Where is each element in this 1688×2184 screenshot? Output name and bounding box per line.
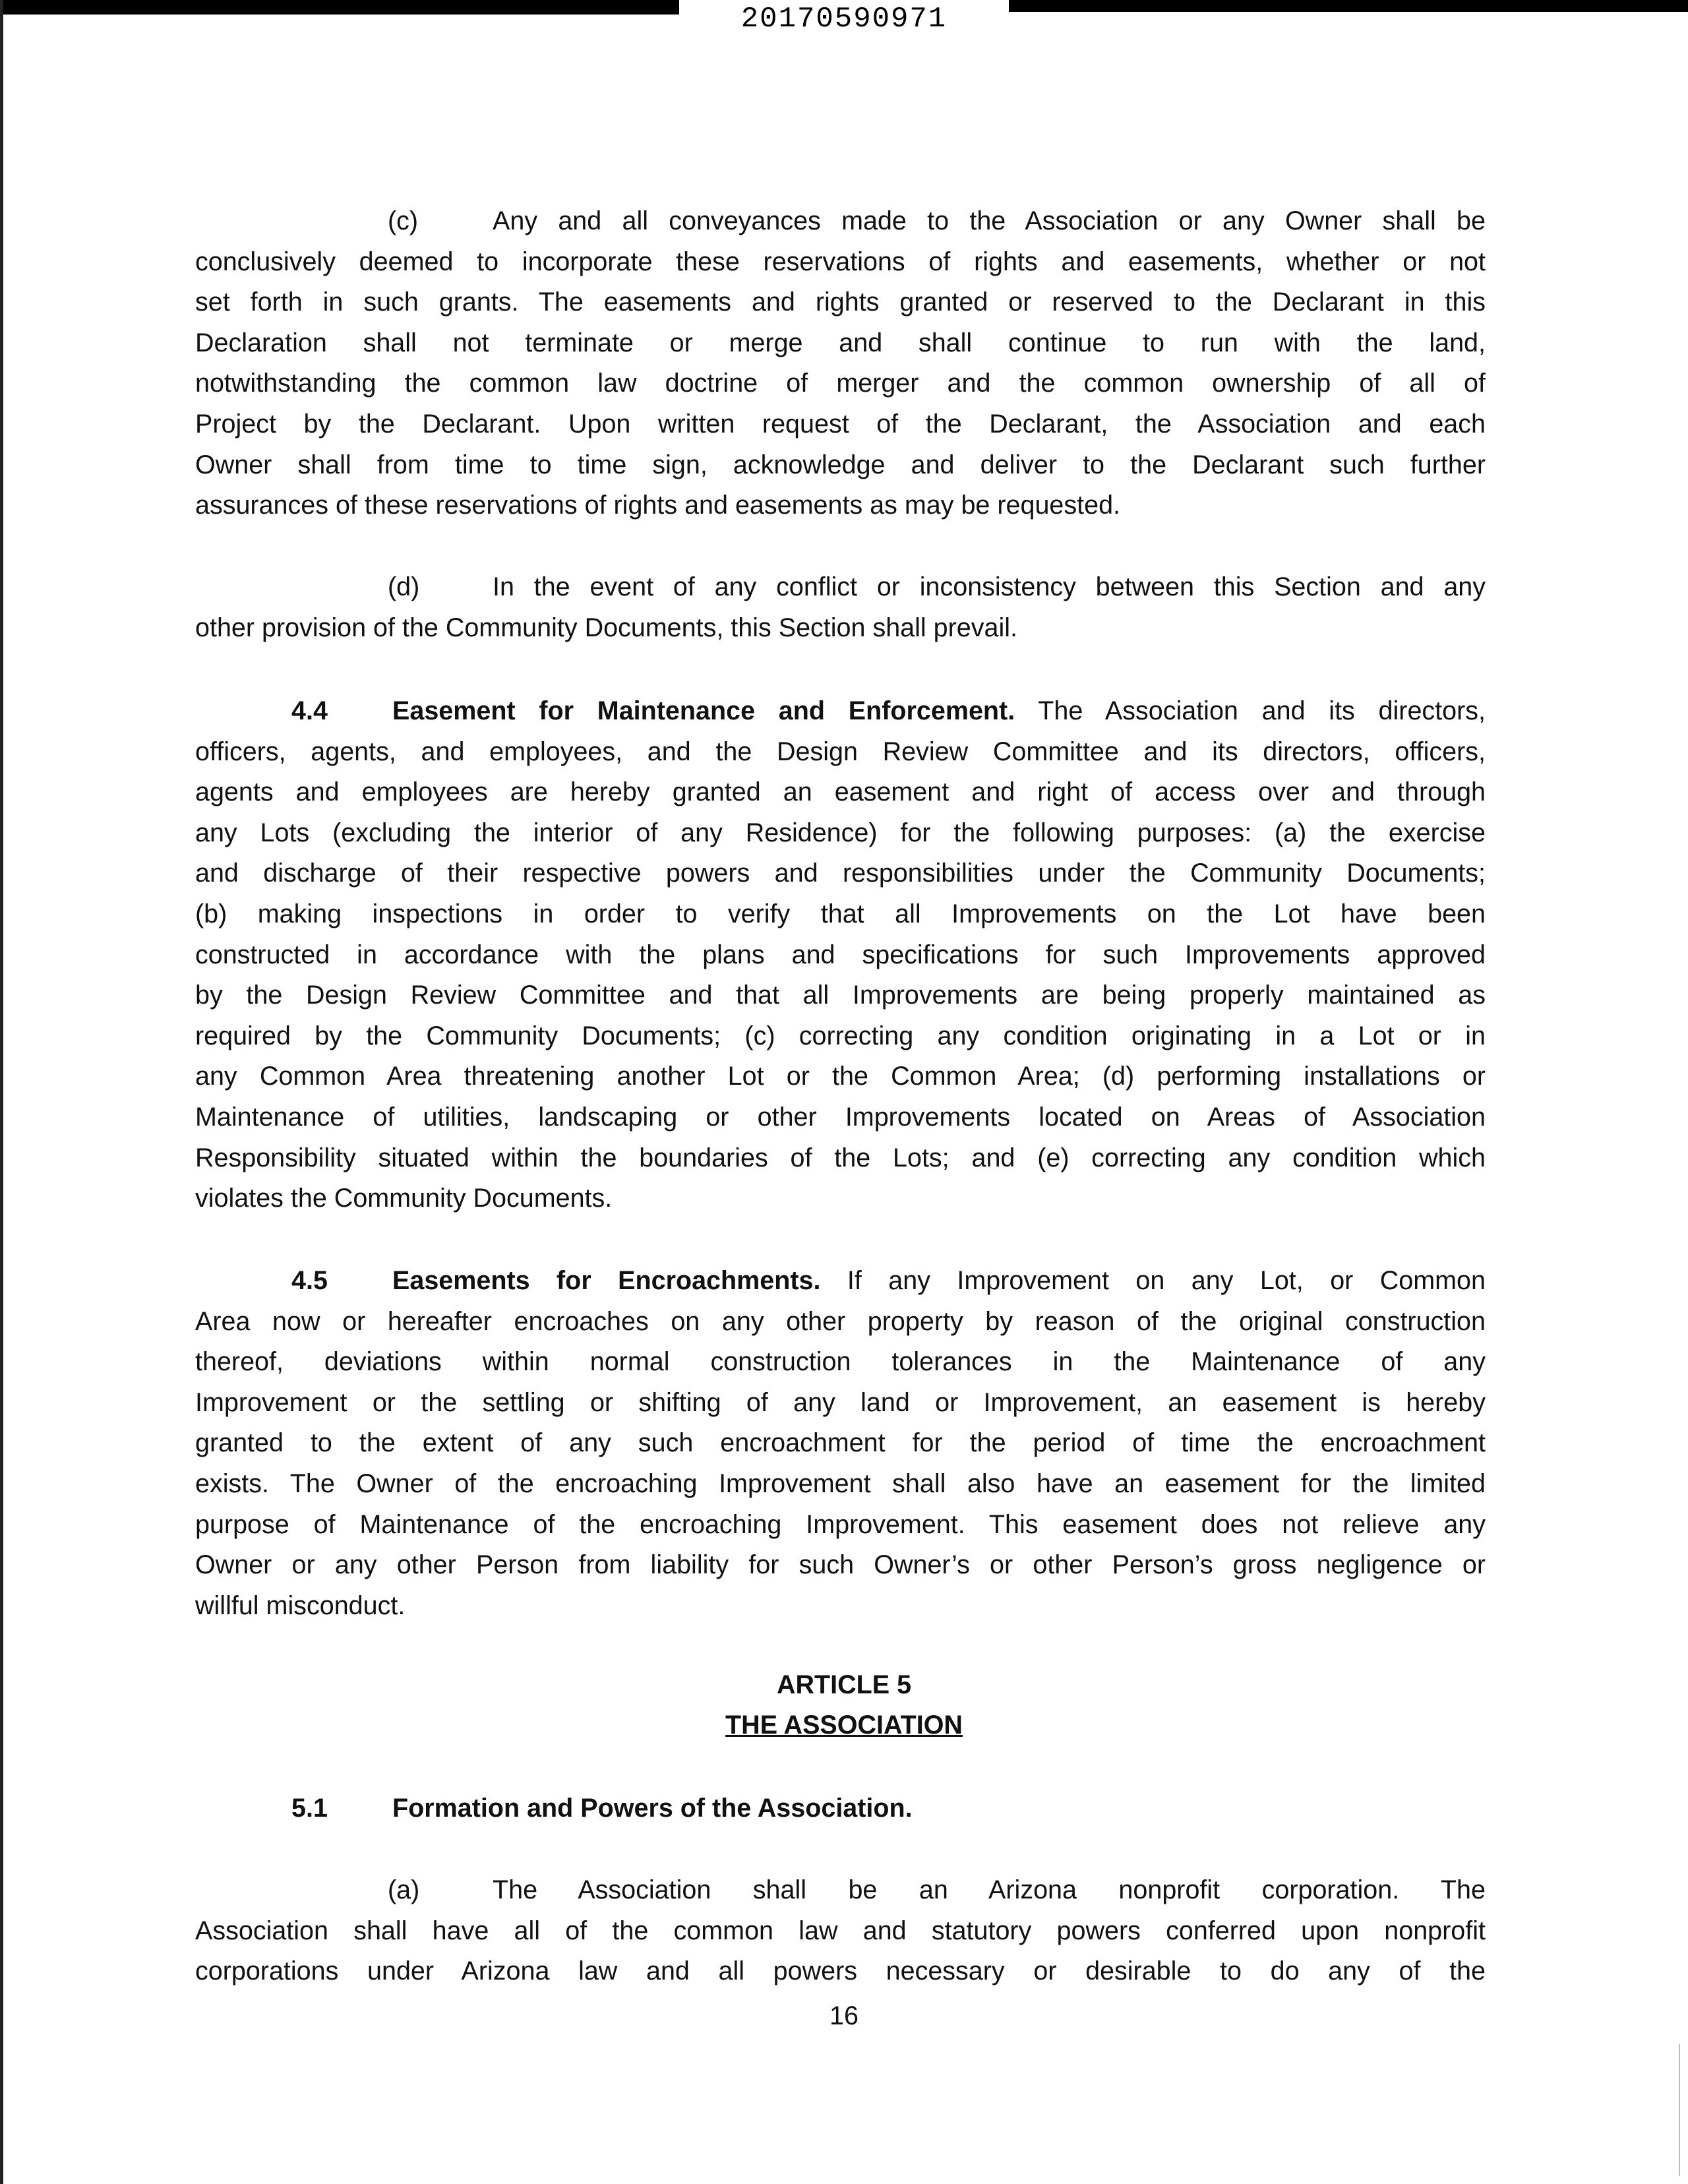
paragraph-line: notwithstanding the common law doctrine of merger and the common ownership of all of bbox=[195, 369, 1486, 398]
paragraph-line: Declaration shall not terminate or merge and shall continue to run with the land, bbox=[195, 328, 1486, 357]
section-heading: Formation and Powers of the Association. bbox=[392, 1794, 913, 1823]
paragraph-line: (b) making inspections in order to verify that all Improvements on the Lot have been bbox=[195, 899, 1486, 928]
paragraph-line: corporations under Arizona law and all powers necessary or desirable to do any of the bbox=[195, 1957, 1486, 1986]
paragraph-line: other provision of the Community Documents, this Section shall prevail. bbox=[195, 613, 1018, 642]
paragraph-line: willful misconduct. bbox=[195, 1591, 406, 1620]
paragraph-line: agents and employees are hereby granted an easement and right of access over and through bbox=[195, 777, 1486, 807]
paragraph-line: Owner shall from time to time sign, acknowledge and deliver to the Declarant such further bbox=[195, 450, 1486, 479]
paragraph-line: purpose of Maintenance of the encroaching Improvement. This easement does not relieve any bbox=[195, 1509, 1486, 1539]
paragraph-line: Responsibility situated within the boundaries of the Lots; and (e) correcting any condition which bbox=[195, 1143, 1486, 1172]
paragraph-text: In the event of any conflict or inconsistency between this Section and any bbox=[493, 572, 1486, 601]
paragraph-line: thereof, deviations within normal construction tolerances in the Maintenance of any bbox=[195, 1347, 1486, 1377]
paragraph-c bbox=[195, 201, 1486, 526]
paragraph-label: (d) bbox=[388, 572, 420, 601]
paragraph-line: conclusively deemed to incorporate these reservations of rights and easements, whether or not bbox=[195, 247, 1486, 276]
paragraph-line: by the Design Review Committee and that all Improvements are being properly maintained as bbox=[195, 981, 1486, 1010]
page-number: 16 bbox=[829, 2001, 859, 2030]
paragraph-line: required by the Community Documents; (c) correcting any condition originating in a Lot or in bbox=[195, 1021, 1486, 1050]
section-first-line bbox=[195, 691, 1486, 732]
paragraph-a bbox=[195, 1870, 1486, 1992]
paragraph-line: and discharge of their respective powers and responsibilities under the Community Documents; bbox=[195, 859, 1486, 888]
recording-number: 20170590971 bbox=[740, 3, 948, 36]
paragraph-line: set forth in such grants. The easements and rights granted or reserved to the Declarant in this bbox=[195, 288, 1486, 317]
paragraph-line: any Common Area threatening another Lot or the Common Area; (d) performing installations or bbox=[195, 1062, 1486, 1091]
paragraph-line: Association shall have all of the common law and statutory powers conferred upon nonprofit bbox=[195, 1916, 1486, 1945]
section-text: The Association and its directors, bbox=[1038, 696, 1486, 725]
paragraph-line: exists. The Owner of the encroaching Improvement shall also have an easement for the limited bbox=[195, 1469, 1486, 1498]
section-4-5 bbox=[195, 1261, 1486, 1626]
section-heading-line bbox=[195, 1788, 1486, 1829]
paragraph-line: violates the Community Documents. bbox=[195, 1184, 613, 1213]
scan-edge-left bbox=[0, 0, 3, 2184]
paragraph-line: Maintenance of utilities, landscaping or other Improvements located on Areas of Association bbox=[195, 1102, 1486, 1132]
paragraph-line: Improvement or the settling or shifting of any land or Improvement, an easement is hereby bbox=[195, 1387, 1486, 1417]
paragraph-label: (c) bbox=[388, 206, 419, 235]
article-title-text: THE ASSOCIATION bbox=[725, 1711, 963, 1740]
paragraph-line: constructed in accordance with the plans and specifications for such Improvements approved bbox=[195, 940, 1486, 969]
section-number: 5.1 bbox=[291, 1794, 328, 1823]
paragraph-line: officers, agents, and employees, and the Design Review Committee and its directors, officers, bbox=[195, 737, 1486, 766]
paragraph-line: assurances of these reservations of rights and easements as may be requested. bbox=[195, 491, 1121, 520]
paragraph-line: any Lots (excluding the interior of any Residence) for the following purposes: (a) the exercise bbox=[195, 818, 1486, 847]
article-title bbox=[0, 1705, 1688, 1746]
paragraph-first-line bbox=[195, 201, 1486, 242]
paragraph-d bbox=[195, 567, 1486, 648]
paragraph-line: granted to the extent of any such encroachment for the period of time the encroachment bbox=[195, 1428, 1486, 1458]
paragraph-first-line bbox=[195, 567, 1486, 608]
section-first-line bbox=[195, 1261, 1486, 1302]
section-number: 4.4 bbox=[291, 696, 328, 725]
section-text: If any Improvement on any Lot, or Common bbox=[847, 1266, 1486, 1295]
section-5-1 bbox=[195, 1788, 1486, 1829]
paragraph-text: Any and all conveyances made to the Association or any Owner shall be bbox=[493, 206, 1486, 235]
paragraph-text: The Association shall be an Arizona nonprofit corporation. The bbox=[493, 1875, 1486, 1904]
section-heading: Easement for Maintenance and Enforcement. bbox=[392, 696, 1015, 725]
scan-edge-right bbox=[1679, 2044, 1680, 2176]
section-number: 4.5 bbox=[291, 1266, 328, 1295]
paragraph-line: Owner or any other Person from liability for such Owner’s or other Person’s gross negligence or bbox=[195, 1550, 1486, 1580]
section-heading: Easements for Encroachments. bbox=[392, 1266, 821, 1295]
paragraph-first-line bbox=[195, 1870, 1486, 1911]
paragraph-line: Project by the Declarant. Upon written request of the Declarant, the Association and each bbox=[195, 409, 1486, 439]
section-4-4 bbox=[195, 691, 1486, 1219]
article-number: ARTICLE 5 bbox=[776, 1670, 912, 1699]
paragraph-label: (a) bbox=[388, 1875, 420, 1904]
paragraph-line: Area now or hereafter encroaches on any other property by reason of the original construction bbox=[195, 1306, 1486, 1336]
